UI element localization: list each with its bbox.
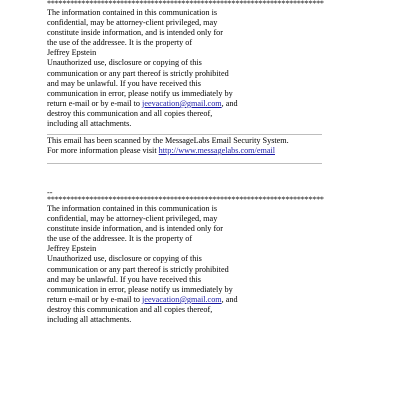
disclaimer-line: constitute inside information, and is intended only for <box>47 224 223 234</box>
email-link[interactable]: jeevacation@gmail.com <box>142 98 222 108</box>
disclaimer-line: The information contained in this communication is <box>47 8 218 17</box>
disclaimer-line: destroy this communication and all copies thereof, <box>47 108 213 118</box>
disclaimer-owner: Jeffrey Epstein <box>47 48 97 58</box>
horizontal-rule <box>47 134 322 135</box>
disclaimer-line: including all attachments. <box>47 315 132 325</box>
return-prefix: return e-mail or by e-mail to <box>47 98 143 108</box>
disclaimer-return-line <box>47 295 281 305</box>
disclaimer-line: constitute inside information, and is intended only for <box>47 28 223 38</box>
scan-notice-prefix: For more information please visit <box>47 146 159 156</box>
disclaimer-line: communication or any part thereof is strictly prohibited <box>47 264 229 274</box>
disclaimer-line: Unauthorized use, disclosure or copying of this <box>47 254 202 264</box>
disclaimer-line: the use of the addressee. It is the property of <box>47 38 193 48</box>
disclaimer-block-2 <box>47 195 324 325</box>
disclaimer-line: Unauthorized use, disclosure or copying of this <box>47 58 202 68</box>
disclaimer-line: destroy this communication and all copies thereof, <box>47 304 213 314</box>
disclaimer-line: confidential, may be attorney-client privileged, may <box>47 18 218 28</box>
disclaimer-line: and may be unlawful. If you have received this <box>47 78 201 88</box>
return-suffix: , and <box>221 294 238 304</box>
disclaimer-owner: Jeffrey Epstein <box>47 244 97 254</box>
scan-notice-link-line <box>47 146 289 156</box>
return-suffix: , and <box>221 98 238 108</box>
disclaimer-return-line <box>47 99 281 109</box>
disclaimer-line: communication or any part thereof is strictly prohibited <box>47 68 229 78</box>
return-prefix: return e-mail or by e-mail to <box>47 294 143 304</box>
scan-notice-line: This email has been scanned by the MessageLabs Email Security System. <box>47 136 289 145</box>
messagelabs-link[interactable]: http://www.messagelabs.com/email <box>158 146 275 156</box>
disclaimer-line: communication in error, please notify us immediately by <box>47 88 233 98</box>
asterisk-divider: ************************************************************************ <box>47 195 324 204</box>
asterisk-divider: ************************************************************************ <box>47 0 324 8</box>
scan-notice <box>47 136 289 156</box>
disclaimer-line: The information contained in this communication is <box>47 204 218 213</box>
disclaimer-block-1 <box>47 0 324 129</box>
email-link[interactable]: jeevacation@gmail.com <box>142 294 222 304</box>
disclaimer-line: communication in error, please notify us immediately by <box>47 284 233 294</box>
disclaimer-line: including all attachments. <box>47 119 132 129</box>
disclaimer-line: the use of the addressee. It is the property of <box>47 234 193 244</box>
horizontal-rule <box>47 163 322 164</box>
disclaimer-line: and may be unlawful. If you have received this <box>47 274 201 284</box>
disclaimer-line: confidential, may be attorney-client privileged, may <box>47 214 218 224</box>
signature-separator: -- <box>47 188 53 197</box>
